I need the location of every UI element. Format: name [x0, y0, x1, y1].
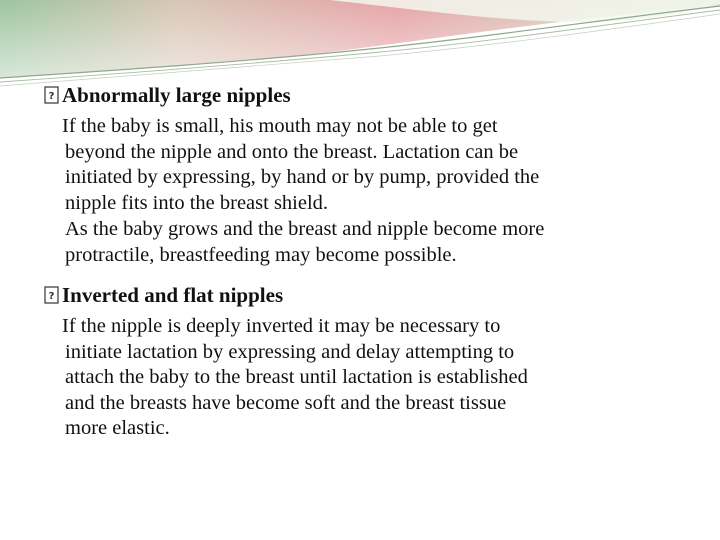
- paragraph-line: As the baby grows and the breast and nipple become more: [65, 218, 545, 240]
- paragraph-line: initiate lactation by expressing and delay attempting to: [65, 340, 515, 363]
- paragraph: [62, 314, 528, 442]
- paragraph-line: initiated by expressing, by hand or by pump, provided the: [65, 166, 540, 189]
- section-heading-text: Abnormally large nipples: [62, 83, 291, 107]
- paragraph-line: protractile, breastfeeding may become possible.: [65, 243, 457, 266]
- paragraph-line: nipple fits into the breast shield.: [65, 191, 329, 214]
- paragraph-line: If the nipple is deeply inverted it may be necessary to: [62, 315, 501, 337]
- section-heading: [44, 82, 291, 108]
- paragraph-line: attach the baby to the breast until lactation is established: [65, 366, 528, 389]
- paragraph-line: and the breasts have become soft and the breast tissue: [65, 391, 507, 414]
- bullet-icon: [44, 86, 60, 104]
- section-heading: [44, 282, 283, 308]
- svg-text:?: ?: [48, 291, 55, 302]
- bullet-icon: [44, 286, 60, 304]
- paragraph: [65, 217, 544, 268]
- decorative-header-band: [0, 0, 720, 90]
- svg-text:?: ?: [48, 91, 55, 102]
- paragraph-line: If the baby is small, his mouth may not be able to get: [62, 115, 498, 137]
- section-heading-text: Inverted and flat nipples: [62, 283, 284, 307]
- paragraph-line: more elastic.: [65, 417, 170, 440]
- paragraph: [62, 114, 539, 216]
- paragraph-line: beyond the nipple and onto the breast. Lactation can be: [65, 140, 519, 163]
